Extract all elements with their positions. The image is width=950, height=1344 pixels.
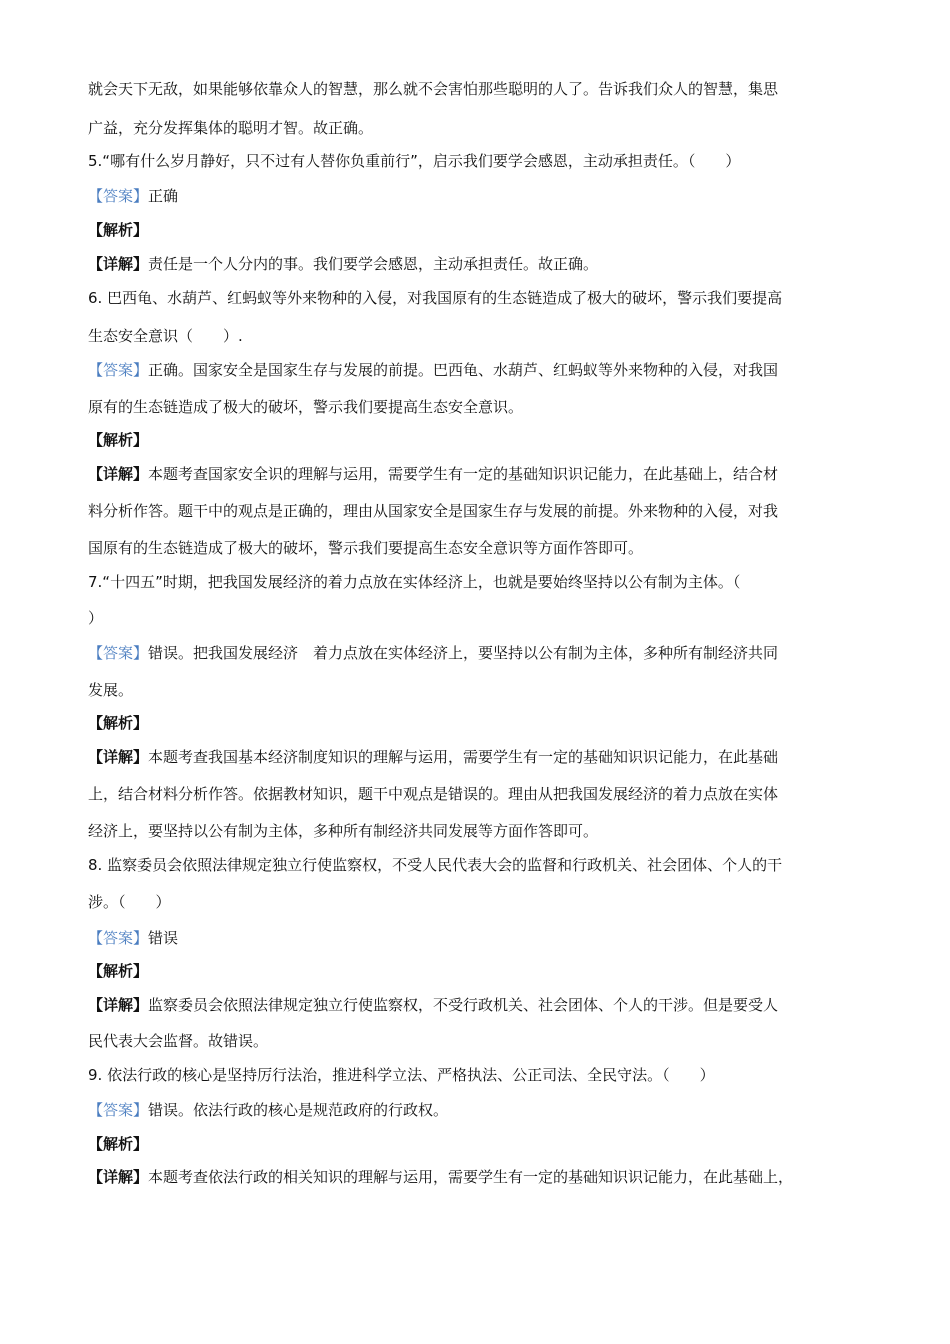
answer-label: 【答案】 <box>88 361 149 379</box>
q6-answer-line-2: 原有的生态链造成了极大的破坏，警示我们要提高生态安全意识。 <box>88 398 524 416</box>
q5-answer-text: 正确 <box>148 187 179 205</box>
continuation-line-2: 广益，充分发挥集体的聪明才智。故正确。 <box>88 119 374 137</box>
q6-detail-row <box>88 463 878 485</box>
q8-answer-row <box>88 927 878 949</box>
q8-question-line-2: 涉。（ ） <box>88 893 171 911</box>
answer-label: 【答案】 <box>88 187 149 205</box>
answer-label: 【答案】 <box>88 1101 149 1119</box>
q6-answer-text-1: 正确。国家安全是国家生存与发展的前提。巴西龟、水葫芦、红蚂蚁等外来物种的入侵，对我国 <box>148 361 779 379</box>
q8-question-line-1: 8. 监察委员会依照法律规定独立行使监察权，不受人民代表大会的监督和行政机关、社会团体、个人的干 <box>88 856 783 874</box>
detail-label: 【详解】 <box>88 996 149 1014</box>
detail-label: 【详解】 <box>88 748 149 766</box>
q5-answer-row <box>88 185 878 207</box>
q5-detail-text: 责任是一个人分内的事。我们要学会感恩，主动承担责任。故正确。 <box>148 255 599 273</box>
q7-question-line-2: ） <box>88 609 104 627</box>
q7-answer-row <box>88 642 878 664</box>
q8-detail-text-1: 监察委员会依照法律规定独立行使监察权，不受行政机关、社会团体、个人的干涉。但是要受人 <box>148 996 779 1014</box>
q8-detail-line-2: 民代表大会监督。故错误。 <box>88 1032 269 1050</box>
answer-label: 【答案】 <box>88 929 149 947</box>
q7-question-line-1: 7.“十四五”时期，把我国发展经济的着力点放在实体经济上，也就是要始终坚持以公有制为主体。（ <box>88 573 741 591</box>
q5-analysis-label: 【解析】 <box>88 221 149 239</box>
q7-answer-line-2: 发展。 <box>88 681 134 699</box>
q8-detail-row <box>88 994 878 1016</box>
q7-detail-row <box>88 746 878 768</box>
detail-label: 【详解】 <box>88 255 149 273</box>
q9-answer-text: 错误。依法行政的核心是规范政府的行政权。 <box>148 1101 449 1119</box>
continuation-line-1: 就会天下无敌，如果能够依靠众人的智慧，那么就不会害怕那些聪明的人了。告诉我们众人的智慧，集思 <box>88 80 779 98</box>
q5-question: 5.“哪有什么岁月静好，只不过有人替你负重前行”，启示我们要学会感恩，主动承担责任。（ ） <box>88 152 741 170</box>
q6-question-line-2: 生态安全意识（ ）. <box>88 327 243 345</box>
q6-detail-line-3: 国原有的生态链造成了极大的破坏，警示我们要提高生态安全意识等方面作答即可。 <box>88 539 644 557</box>
q6-answer-row <box>88 359 878 381</box>
q9-analysis-label: 【解析】 <box>88 1135 149 1153</box>
q6-question-line-1: 6. 巴西龟、水葫芦、红蚂蚁等外来物种的入侵，对我国原有的生态链造成了极大的破坏，警示我们要提高 <box>88 289 783 307</box>
q9-question: 9. 依法行政的核心是坚持厉行法治，推进科学立法、严格执法、公正司法、全民守法。（ ） <box>88 1066 715 1084</box>
q7-analysis-label: 【解析】 <box>88 714 149 732</box>
q7-detail-line-3: 经济上，要坚持以公有制为主体，多种所有制经济共同发展等方面作答即可。 <box>88 822 599 840</box>
q8-answer-text: 错误 <box>148 929 179 947</box>
detail-label: 【详解】 <box>88 1168 149 1186</box>
q7-answer-text-1: 错误。把我国发展经济 着力点放在实体经济上，要坚持以公有制为主体，多种所有制经济共同 <box>148 644 779 662</box>
q7-detail-line-2: 上，结合材料分析作答。依据教材知识，题干中观点是错误的。理由从把我国发展经济的着力点放在实体 <box>88 785 779 803</box>
q9-answer-row <box>88 1099 878 1121</box>
q6-detail-line-2: 料分析作答。题干中的观点是正确的，理由从国家安全是国家生存与发展的前提。外来物种的入侵，对我 <box>88 502 779 520</box>
q9-detail-text-1: 本题考查依法行政的相关知识的理解与运用，需要学生有一定的基础知识识记能力，在此基础上， <box>148 1168 794 1186</box>
q9-detail-row <box>88 1166 878 1188</box>
detail-label: 【详解】 <box>88 465 149 483</box>
q6-detail-text-1: 本题考查国家安全识的理解与运用，需要学生有一定的基础知识识记能力，在此基础上，结合材 <box>148 465 779 483</box>
q6-analysis-label: 【解析】 <box>88 431 149 449</box>
q7-detail-text-1: 本题考查我国基本经济制度知识的理解与运用，需要学生有一定的基础知识识记能力，在此基础 <box>148 748 779 766</box>
q8-analysis-label: 【解析】 <box>88 962 149 980</box>
answer-label: 【答案】 <box>88 644 149 662</box>
q5-detail-row <box>88 253 878 275</box>
